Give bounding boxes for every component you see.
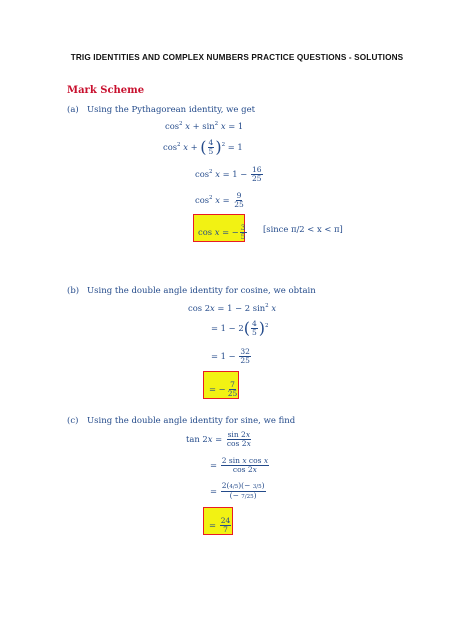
equation-b2: = 1 − 2( $\frac{4}{5}$ )$^2$ (211, 318, 269, 338)
part-c-intro: Using the double angle identity for sine, we find (87, 416, 296, 426)
answer-c: = $\frac{24}{7}$ (209, 516, 231, 534)
answer-b: = − $\frac{7}{25}$ (209, 380, 238, 398)
part-b-intro: Using the double angle identity for cosine, we obtain (87, 286, 316, 296)
part-c-label: (c) (67, 416, 79, 426)
page-title: TRIG IDENTITIES AND COMPLEX NUMBERS PRACTICE QUESTIONS - SOLUTIONS (70, 53, 404, 62)
equation-c3: = $\frac{2(4/5)(- 3/5)}{(- 7/25)}$ (210, 481, 265, 500)
equation-a4: $\cos^2 x$ = $\frac{9}{25}$ (195, 191, 244, 209)
answer-box-a (193, 214, 245, 242)
equation-a3: $\cos^2 x = 1$ − $\frac{16}{25}$ (195, 165, 262, 183)
equation-a2: $\cos^2 x$ + ( $\frac{4}{5}$ )$^2$ = 1 (163, 137, 243, 157)
part-a-label: (a) (67, 105, 79, 115)
equation-c1: tan 2x = $\frac{\sin 2x}{\cos 2x}$ (186, 430, 251, 448)
equation-b3: = 1 − $\frac{32}{25}$ (211, 347, 250, 365)
answer-a: cos x = − $\frac{3}{5}$ (198, 223, 246, 241)
equation-b1: cos 2x = 1 − 2 $\sin^2 x$ (188, 303, 277, 313)
part-b-label: (b) (67, 286, 80, 296)
condition-a: [since π/2 < x < π] (263, 224, 343, 234)
answer-box-b (203, 371, 239, 399)
equation-a1: $\cos^2 x + \sin^2 x = 1$ (165, 121, 244, 131)
mark-scheme-heading: Mark Scheme (67, 85, 145, 96)
equation-c2: = $\frac{\text{2 sin x cos x}}{\cos 2x}$ (210, 456, 269, 474)
answer-box-c (203, 507, 233, 535)
part-a-intro: Using the Pythagorean identity, we get (87, 105, 256, 115)
